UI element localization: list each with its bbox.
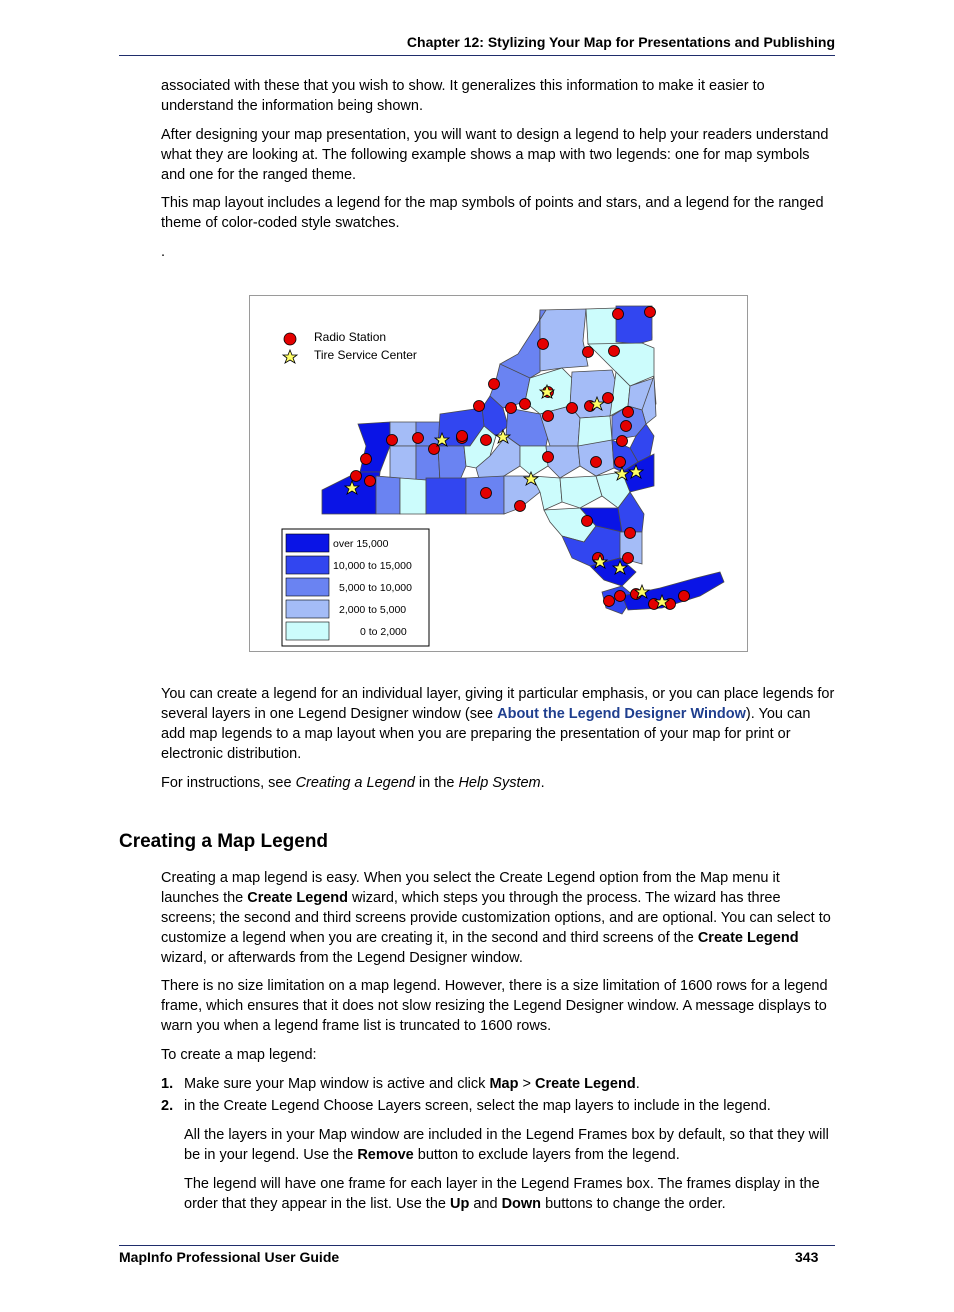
footer-rule — [119, 1245, 835, 1246]
section-paragraph-1: Creating a map legend is easy. When you select the Create Legend option from the Map menu it launches the Create Legend wizard, which steps you through the process. The wizard has three screens; the second and third screens provide customization options, and are optional. You can select to customize a legend when you are creating it, in the second and third screens of the Create Legend wizard, or afterwards from the Legend Designer window. — [161, 870, 831, 966]
red-circle-icon — [284, 333, 296, 345]
swatch-range-5 — [286, 622, 329, 640]
range-label-5: 0 to 2,000 — [360, 626, 407, 638]
symbol-label-tire: Tire Service Center — [314, 348, 417, 362]
step-2-detail-1: All the layers in your Map window are included in the Legend Frames box by default, so that they will be in your legend. Use the Remove button to exclude layers from the legend. — [184, 1127, 829, 1163]
range-legend — [282, 529, 429, 646]
symbol-legend — [283, 330, 417, 363]
step-2-detail-2: The legend will have one frame for each layer in the Legend Frames box. The frames display in the order that they appear in the list. Use the Up and Down buttons to change the order. — [184, 1176, 820, 1212]
range-label-3: 5,000 to 10,000 — [339, 582, 412, 594]
yellow-star-icon — [283, 350, 297, 363]
step-1-number: 1. — [161, 1076, 174, 1092]
range-label-4: 2,000 to 5,000 — [339, 604, 407, 616]
section-paragraph-3: To create a map legend: — [161, 1047, 317, 1063]
swatch-range-3 — [286, 578, 329, 596]
swatch-range-4 — [286, 600, 329, 618]
section-heading: Creating a Map Legend — [119, 831, 329, 852]
swatch-range-1 — [286, 534, 329, 552]
swatch-range-2 — [286, 556, 329, 574]
step-2-text: in the Create Legend Choose Layers screen, select the map layers to include in the legend. — [184, 1098, 771, 1114]
map-figure — [249, 295, 748, 652]
intro-paragraph-2: After designing your map presentation, you will want to design a legend to help your readers understand what they are looking at. The following example shows a map with two legends: one for map symbols and one for the ranged theme. — [161, 127, 829, 183]
step-2-number: 2. — [161, 1098, 174, 1114]
after-map-paragraph-2: For instructions, see Creating a Legend in the Help System. — [161, 775, 545, 791]
legend-designer-link[interactable]: About the Legend Designer Window — [497, 706, 746, 722]
new-york-map — [250, 296, 747, 651]
step-1-text: Make sure your Map window is active and click Map > Create Legend. — [184, 1076, 640, 1092]
intro-paragraph-4: . — [161, 244, 166, 260]
page-number: 343 — [795, 1249, 819, 1265]
range-label-1: over 15,000 — [333, 538, 389, 550]
footer-guide-title: MapInfo Professional User Guide — [119, 1249, 340, 1265]
intro-paragraph-3: This map layout includes a legend for the map symbols of points and stars, and a legend for the ranged theme of color-coded style swatches. — [161, 195, 824, 231]
range-label-2: 10,000 to 15,000 — [333, 560, 412, 572]
after-map-paragraph-1: You can create a legend for an individual layer, giving it particular emphasis, or you can place legends for several layers in one Legend Designer window (see About the Legend Designer Window). You can add map legends to a map layout when you are preparing the presentation of your map for print or electronic distribution. — [161, 686, 835, 762]
intro-paragraph-1: associated with these that you wish to show. It generalizes this information to make it easier to understand the information being shown. — [161, 78, 765, 114]
symbol-label-radio: Radio Station — [314, 330, 387, 344]
section-paragraph-2: There is no size limitation on a map legend. However, there is a size limitation of 1600 rows for a legend frame, which ensures that it does not slow resizing the Legend Designer window. A message displays to warn you when a legend frame list is truncated to 1600 rows. — [161, 978, 828, 1034]
header-rule — [119, 55, 835, 56]
chapter-title: Chapter 12: Stylizing Your Map for Presentations and Publishing — [406, 34, 835, 50]
